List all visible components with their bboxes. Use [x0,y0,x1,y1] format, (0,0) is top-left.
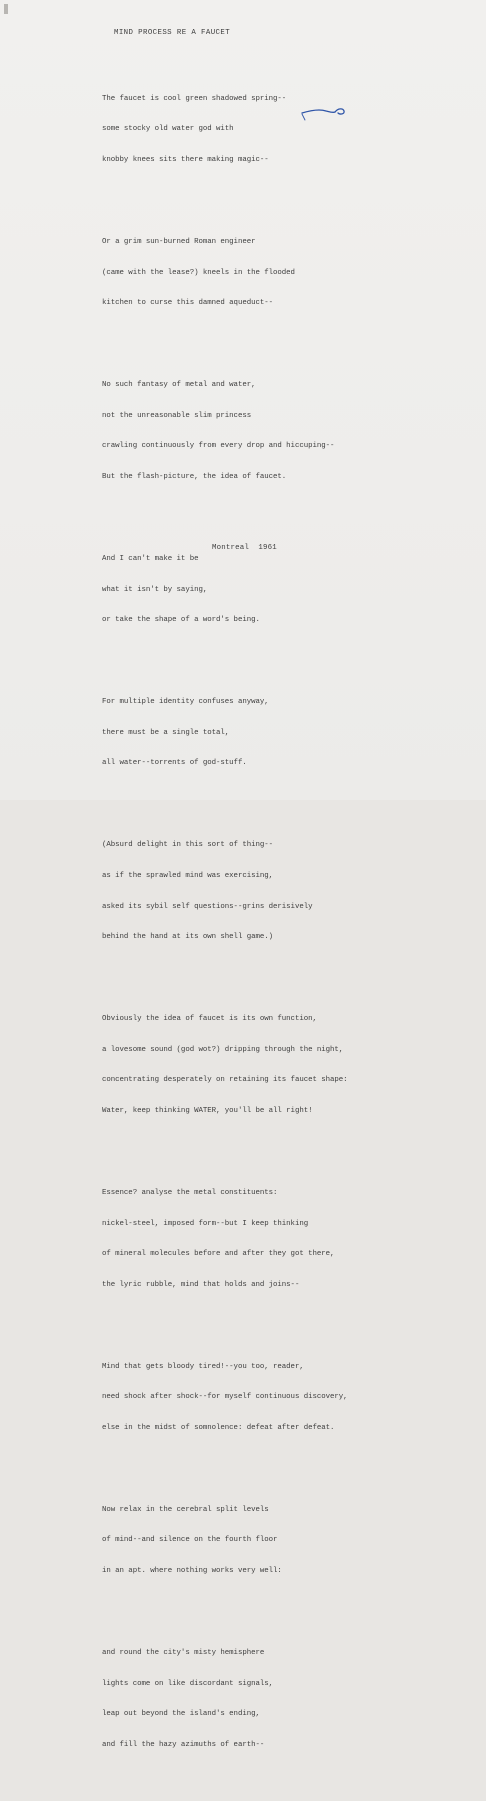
poem-line: or take the shape of a word's being. [102,616,260,625]
poem-line: leap out beyond the island's ending, [102,1710,260,1719]
poem-line: need shock after shock--for myself continuous discovery, [102,1393,348,1402]
stanza [102,1628,348,1771]
poem-line: else in the midst of somnolence: defeat after defeat. [102,1423,335,1432]
poem-line: concentrating desperately on retaining its faucet shape: [102,1076,348,1085]
poem-line: behind the hand at its own shell game.) [102,933,274,942]
poem-title: MIND PROCESS RE A FAUCET [114,29,231,37]
poem-line: the lyric rubble, mind that holds and joins-- [102,1280,300,1289]
poem-line: not the unreasonable slim princess [102,411,252,420]
poem-line: Or a grim sun-burned Roman engineer [102,238,256,246]
poem-line: lights come on like discordant signals, [102,1679,274,1688]
poem-line: And I can't make it be [102,554,199,563]
poem-line: there must be a single total, [102,728,230,737]
poem-line: all water--torrents of god-stuff. [102,759,247,768]
poem-line: what it isn't by saying, [102,585,208,594]
poem-line: asked its sybil self questions--grins derisively [102,902,313,911]
poem-line: and round the city's misty hemisphere [102,1649,265,1658]
corner-mark [4,4,8,14]
stanza [102,217,348,329]
poem-line: in an apt. where nothing works very well: [102,1567,282,1576]
stanza [102,1484,348,1596]
poem-line: (Absurd delight in this sort of thing-- [102,841,274,850]
poem-line: Now relax in the cerebral split levels [102,1505,269,1514]
stanza [102,73,348,185]
poem-line: and fill the hazy azimuths of earth-- [102,1740,265,1749]
poem-line: (came with the lease?) kneels in the flooded [102,268,295,277]
poem-line: some stocky old water god with [102,125,234,134]
poem-line: Essence? analyse the metal constituents: [102,1188,278,1197]
stanza [102,1168,348,1311]
poem-line: nickel-steel, imposed form--but I keep thinking [102,1219,309,1228]
stanza [102,677,348,789]
place-date: Montreal 1961 [212,544,277,552]
poem-line: But the flash-picture, the idea of faucet. [102,472,287,481]
poem-line: No such fantasy of metal and water, [102,381,256,390]
stanza [102,360,348,503]
poem-line: as if the sprawled mind was exercising, [102,871,274,880]
stanza [102,820,348,963]
poem-line: a lovesome sound (god wot?) dripping through the night, [102,1045,344,1054]
poem-body [102,53,348,1801]
poem-line: kitchen to curse this damned aqueduct-- [102,299,274,308]
poem-line: Water, keep thinking WATER, you'll be all right! [102,1106,313,1115]
poem-line: The faucet is cool green shadowed spring-- [102,94,287,103]
stanza [102,1341,348,1453]
poem-line: Mind that gets bloody tired!--you too, reader, [102,1362,304,1371]
stanza [102,994,348,1137]
poem-line: For multiple identity confuses anyway, [102,698,269,707]
poem-line: knobby knees sits there making magic-- [102,156,269,164]
poem-line: of mind--and silence on the fourth floor [102,1536,278,1545]
poem-line: Obviously the idea of faucet is its own function, [102,1015,317,1024]
poem-line: of mineral molecules before and after they got there, [102,1250,335,1259]
poem-line: crawling continuously from every drop and hiccuping-- [102,442,335,451]
